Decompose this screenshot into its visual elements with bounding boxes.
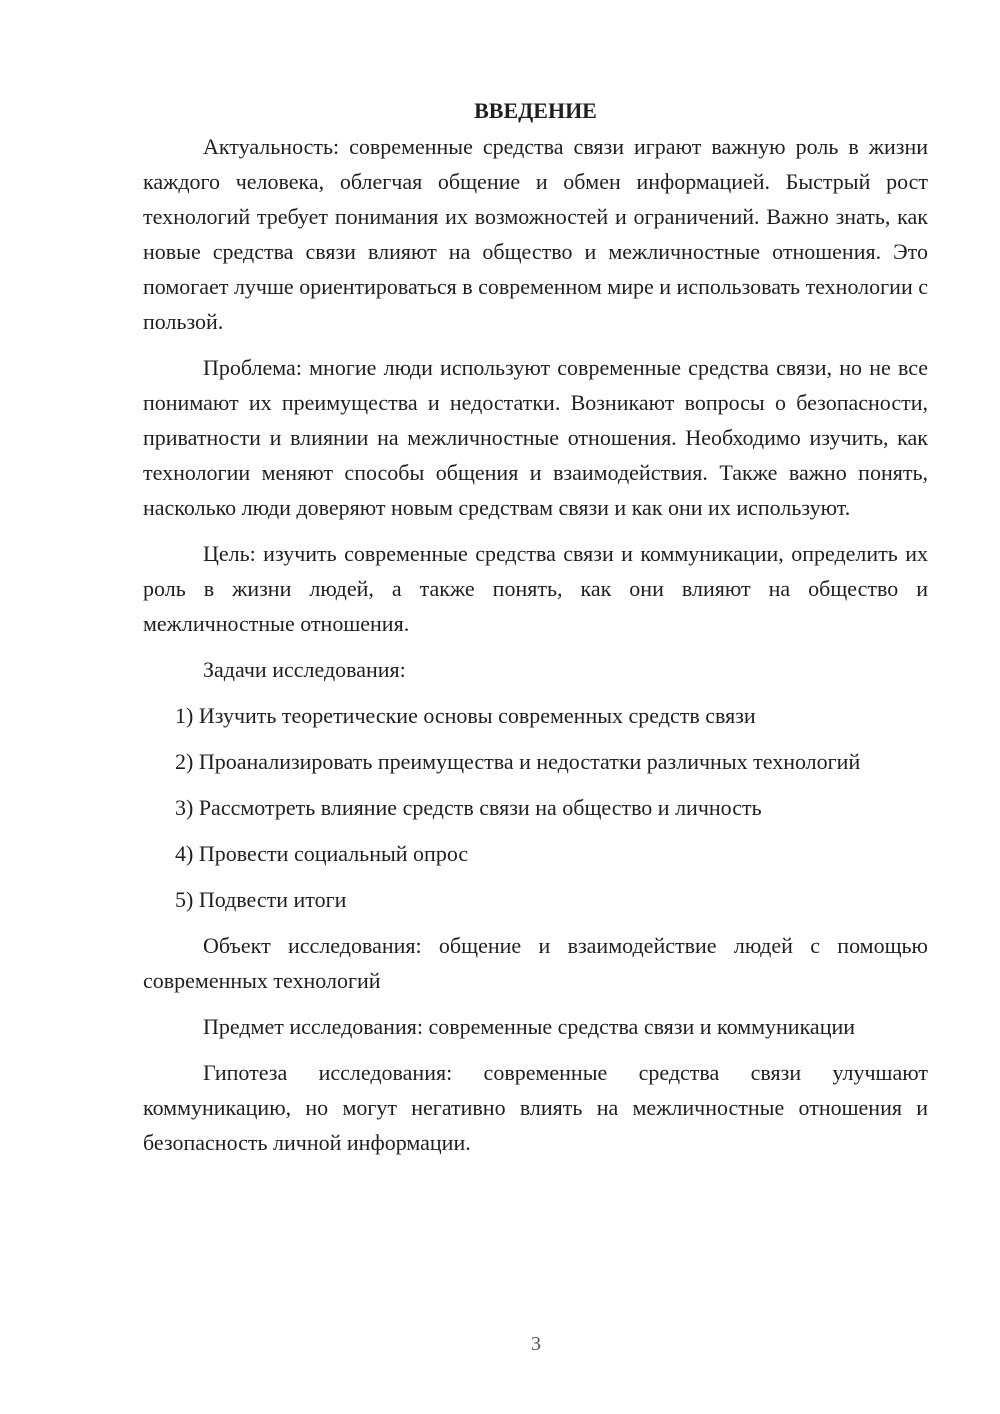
paragraph-object: Объект исследования: общение и взаимодействие людей с помощью современных технологий: [143, 933, 928, 993]
task-item-1: 1) Изучить теоретические основы современных средств связи: [175, 703, 756, 728]
section-title: ВВЕДЕНИЕ: [474, 98, 597, 123]
task-item-5: 5) Подвести итоги: [175, 887, 347, 912]
paragraph-goal: Цель: изучить современные средства связи и коммуникации, определить их роль в жизни людей, а также понять, как они влияют на общество и межличностные отношения.: [143, 541, 928, 636]
page-number: 3: [531, 1333, 541, 1355]
paragraph-problem: Проблема: многие люди используют современные средства связи, но не все понимают их преимущества и недостатки. Возникают вопросы о безопасности, приватности и влиянии на межличностные отношения. Необходимо изучить, как технологии меняют способы общения и взаимодействия. Также важно понять, насколько люди доверяют новым средствам связи и как они их используют.: [143, 355, 928, 520]
paragraph-relevance: Актуальность: современные средства связи играют важную роль в жизни каждого человека, облегчая общение и обмен информацией. Быстрый рост технологий требует понимания их возможностей и ограничений. Важно знать, как новые средства связи влияют на общество и межличностные отношения. Это помогает лучше ориентироваться в современном мире и использовать технологии с пользой.: [143, 134, 928, 334]
task-item-4: 4) Провести социальный опрос: [175, 841, 469, 866]
paragraph-hypothesis: Гипотеза исследования: современные средства связи улучшают коммуникацию, но могут негативно влиять на межличностные отношения и безопасность личной информации.: [143, 1060, 928, 1155]
paragraph-subject: Предмет исследования: современные средства связи и коммуникации: [203, 1014, 856, 1039]
document-page: [143, 95, 928, 1160]
paragraph-tasks-heading: Задачи исследования:: [203, 657, 406, 682]
task-item-3: 3) Рассмотреть влияние средств связи на общество и личность: [175, 795, 762, 820]
task-item-2: 2) Проанализировать преимущества и недостатки различных технологий: [175, 749, 861, 774]
